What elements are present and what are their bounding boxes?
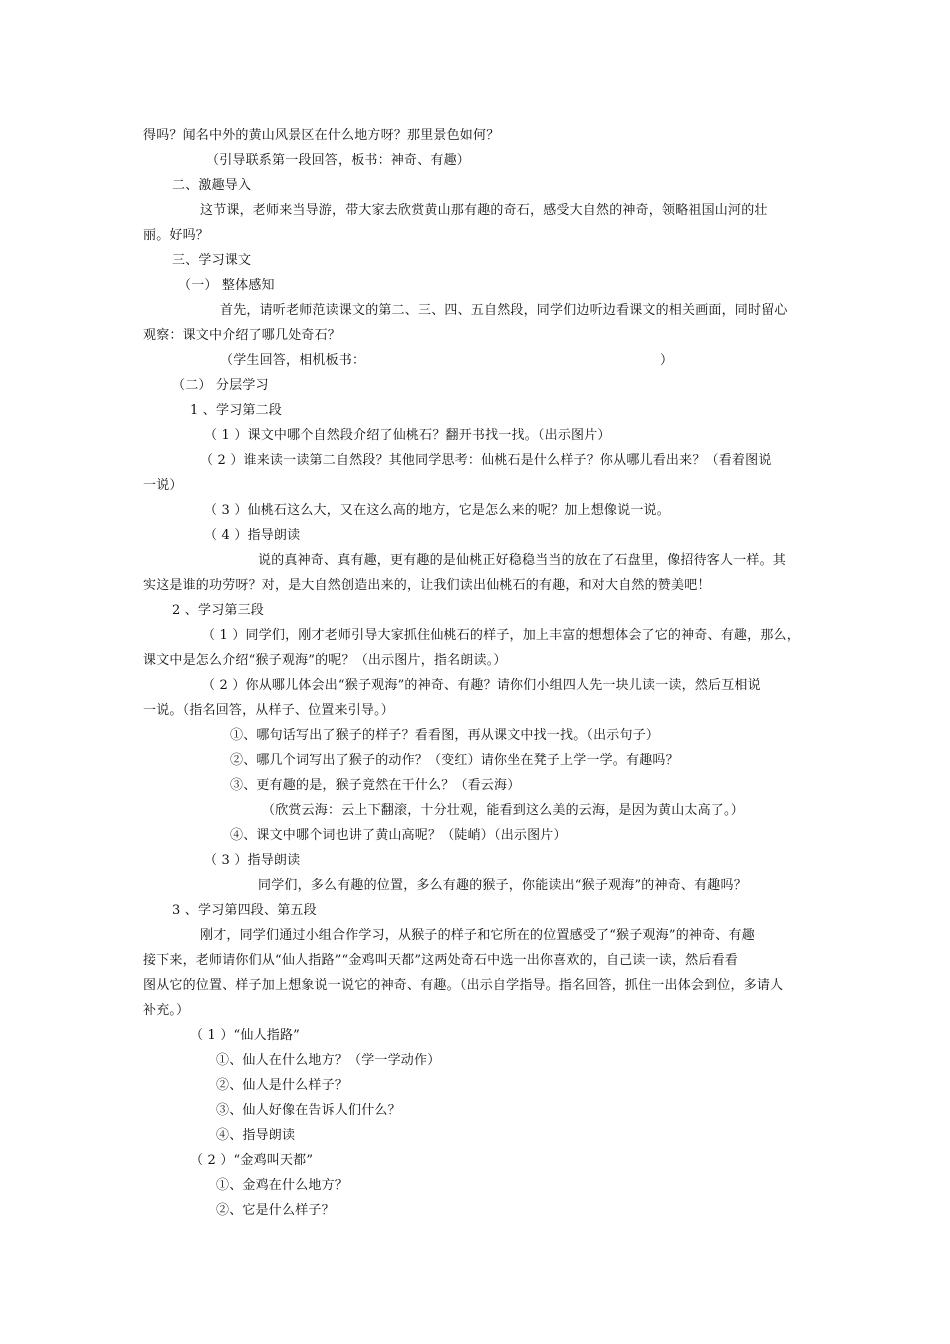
- subsection-heading: （一） 整体感知: [178, 278, 275, 293]
- text-line: （引导联系第一段回答，板书：神奇、有趣）: [206, 153, 471, 168]
- text-line: ②、仙人是什么样子？: [216, 1078, 349, 1093]
- text-line: 课文中是怎么介绍“猴子观海”的呢？（出示图片，指名朗读。）: [143, 653, 507, 668]
- text-line: （ 3 ）指导朗读: [204, 853, 301, 868]
- text-line: 图从它的位置、样子加上想象说一说它的神奇、有趣。（出示自学指导。指名回答，抓住一出体会到位，多请人: [143, 978, 784, 993]
- text-line: ②、它是什么样子？: [216, 1203, 335, 1218]
- text-line: （欣赏云海：云上下翻滚，十分壮观，能看到这么美的云海，是因为黄山太高了。）: [262, 803, 744, 818]
- text-line: （ 2 ）“金鸡叫天都”: [190, 1153, 314, 1168]
- text-line: 2 、学习第三段: [172, 603, 265, 618]
- text-line: ③、仙人好像在告诉人们什么？: [216, 1103, 401, 1118]
- section-heading: 二、激趣导入: [172, 178, 252, 193]
- text-line: ④、课文中哪个词也讲了黄山高呢？（陡峭）（出示图片）: [230, 828, 567, 843]
- section-heading: 三、学习课文: [172, 253, 252, 268]
- text-line: 补充。）: [143, 1003, 190, 1018]
- subsection-heading: （二） 分层学习: [172, 378, 269, 393]
- text-line: （ 4 ）指导朗读: [204, 528, 301, 543]
- text-line: 说的真神奇、真有趣，更有趣的是仙桃正好稳稳当当的放在了石盘里，像招待客人一样。其: [258, 553, 787, 568]
- text-line: ②、哪几个词写出了猴子的动作？（变红）请你坐在凳子上学一学。有趣吗？: [230, 753, 679, 768]
- text-line: 1 、学习第二段: [190, 403, 283, 418]
- text-line: 丽。好吗？: [143, 228, 210, 243]
- text-line: 实这是谁的功劳呀？对，是大自然创造出来的，让我们读出仙桃石的有趣，和对大自然的赞美吧！: [143, 578, 711, 593]
- text-line: 3 、学习第四段、第五段: [172, 903, 317, 918]
- text-line: 得吗？闻名中外的黄山风景区在什么地方呀？那里景色如何？: [143, 128, 500, 143]
- text-line: （ 1 ）课文中哪个自然段介绍了仙桃石？翻开书找一找。（出示图片）: [204, 428, 611, 443]
- text-line: （ 2 ）你从哪儿体会出“猴子观海”的神奇、有趣？请你们小组四人先一块儿读一读，然后互相说: [202, 678, 761, 693]
- text-line: 一说）: [143, 478, 183, 493]
- text-line: ①、仙人在什么地方？（学一学动作）: [216, 1053, 441, 1068]
- text-line: （ 1 ）同学们，刚才老师引导大家抓住仙桃石的样子，加上丰富的想想体会了它的神奇、有趣，那么，: [202, 628, 800, 643]
- text-line: ④、指导朗读: [216, 1128, 296, 1143]
- text-line: （ 3 ）仙桃石这么大，又在这么高的地方，它是怎么来的呢？加上想像说一说。: [204, 503, 670, 518]
- text-line: （ 1 ）“仙人指路”: [190, 1028, 301, 1043]
- text-line: 这节课，老师来当导游，带大家去欣赏黄山那有趣的奇石，感受大自然的神奇，领略祖国山河的壮: [200, 203, 768, 218]
- text-line: ①、哪句话写出了猴子的样子？看看图，再从课文中找一找。（出示句子）: [230, 728, 660, 743]
- text-line: 一说。（指名回答，从样子、位置来引导。）: [143, 703, 395, 718]
- text-line: 观察：课文中介绍了哪几处奇石？: [143, 328, 342, 343]
- text-line: （ 2 ）谁来读一读第二自然段？其他同学思考：仙桃石是什么样子？你从哪儿看出来？（看着图说: [200, 453, 772, 468]
- text-line: 同学们，多么有趣的位置，多么有趣的猴子，你能读出“猴子观海”的神奇、有趣吗？: [258, 878, 747, 893]
- text-line: ）: [660, 353, 674, 368]
- text-line: 刚才，同学们通过小组合作学习，从猴子的样子和它所在的位置感受了“猴子观海”的神奇、有趣: [200, 928, 755, 943]
- text-line: 首先，请听老师范读课文的第二、三、四、五自然段，同学们边听边看课文的相关画面，同时留心: [220, 303, 788, 318]
- text-line: 接下来，老师请你们从“仙人指路”“金鸡叫天都”这两处奇石中选一出你喜欢的，自己读一读，然后看看: [143, 953, 738, 968]
- text-line: （学生回答，相机板书：: [220, 353, 366, 368]
- text-line: ③、更有趣的是，猴子竟然在干什么？（看云海）: [230, 778, 521, 793]
- text-line: ①、金鸡在什么地方？: [216, 1178, 349, 1193]
